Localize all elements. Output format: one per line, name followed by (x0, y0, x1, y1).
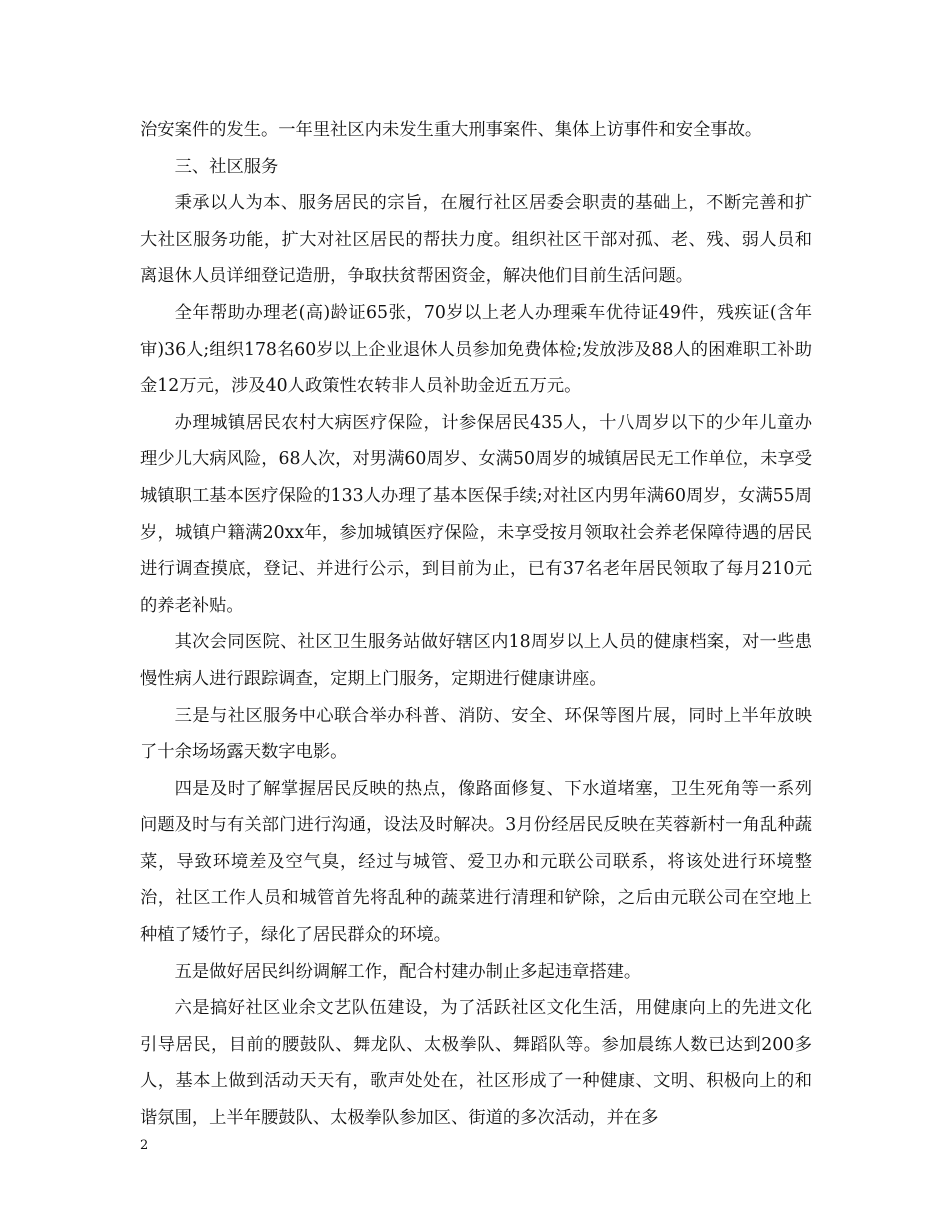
section-heading-community-service: 三、社区服务 (174, 156, 279, 177)
paragraph: 五是做好居民纠纷调解工作，配合村建办制止多起违章搭建。 (174, 961, 642, 982)
paragraph: 秉承以人为本、服务居民的宗旨，在履行社区居委会职责的基础上，不断完善和扩大社区服务功能，扩大对社区居民的帮扶力度。组织社区干部对孤、老、残、弱人员和离退休人员详细登记造册，争取扶贫帮困资金，解决他们目前生活问题。 (140, 193, 812, 287)
paragraph: 三是与社区服务中心联合举办科普、消防、安全、环保等图片展，同时上半年放映了十余场场露天数字电影。 (140, 705, 812, 763)
paragraph-continuation: 治安案件的发生。一年里社区内未发生重大刑事案件、集体上访事件和安全事故。 (140, 120, 763, 140)
page-number: 2 (140, 1138, 149, 1153)
document-body (140, 112, 812, 1137)
paragraph: 六是搞好社区业余文艺队伍建设，为了活跃社区文化生活，用健康向上的先进文化引导居民，目前的腰鼓队、舞龙队、太极拳队、舞蹈队等。参加晨练人数已达到200多人，基本上做到活动天天有，歌声处处在，社区形成了一种健康、文明、积极向上的和谐氛围，上半年腰鼓队、太极拳队参加区、街道的多次活动，并在多 (140, 998, 812, 1129)
paragraph: 四是及时了解掌握居民反映的热点，像路面修复、下水道堵塞，卫生死角等一系列问题及时与有关部门进行沟通，设法及时解决。3月份经居民反映在芙蓉新村一角乱种蔬菜，导致环境差及空气臭，经过与城管、爱卫办和元联公司联系，将该处进行环境整治，社区工作人员和城管首先将乱种的蔬菜进行清理和铲除，之后由元联公司在空地上种植了矮竹子，绿化了居民群众的环境。 (140, 778, 812, 946)
paragraph: 全年帮助办理老(高)龄证65张，70岁以上老人办理乘车优待证49件，残疾证(含年审)36人;组织178名60岁以上企业退休人员参加免费体检;发放涉及88人的困难职工补助金12万元，涉及40人政策性农转非人员补助金近五万元。 (140, 302, 812, 397)
paragraph: 办理城镇居民农村大病医疗保险，计参保居民435人，十八周岁以下的少年儿童办理少儿大病风险，68人次，对男满60周岁、女满50周岁的城镇居民无工作单位，未享受城镇职工基本医疗保险的133人办理了基本医保手续;对社区内男年满60周岁，女满55周岁，城镇户籍满20xx年，参加城镇医疗保险，未享受按月领取社会养老保障待遇的居民进行调查摸底，登记、并进行公示，到目前为止，已有37名老年居民领取了每月210元的养老补贴。 (140, 412, 812, 616)
paragraph: 其次会同医院、社区卫生服务站做好辖区内18周岁以上人员的健康档案，对一些患慢性病人进行跟踪调查，定期上门服务，定期进行健康讲座。 (140, 632, 812, 689)
